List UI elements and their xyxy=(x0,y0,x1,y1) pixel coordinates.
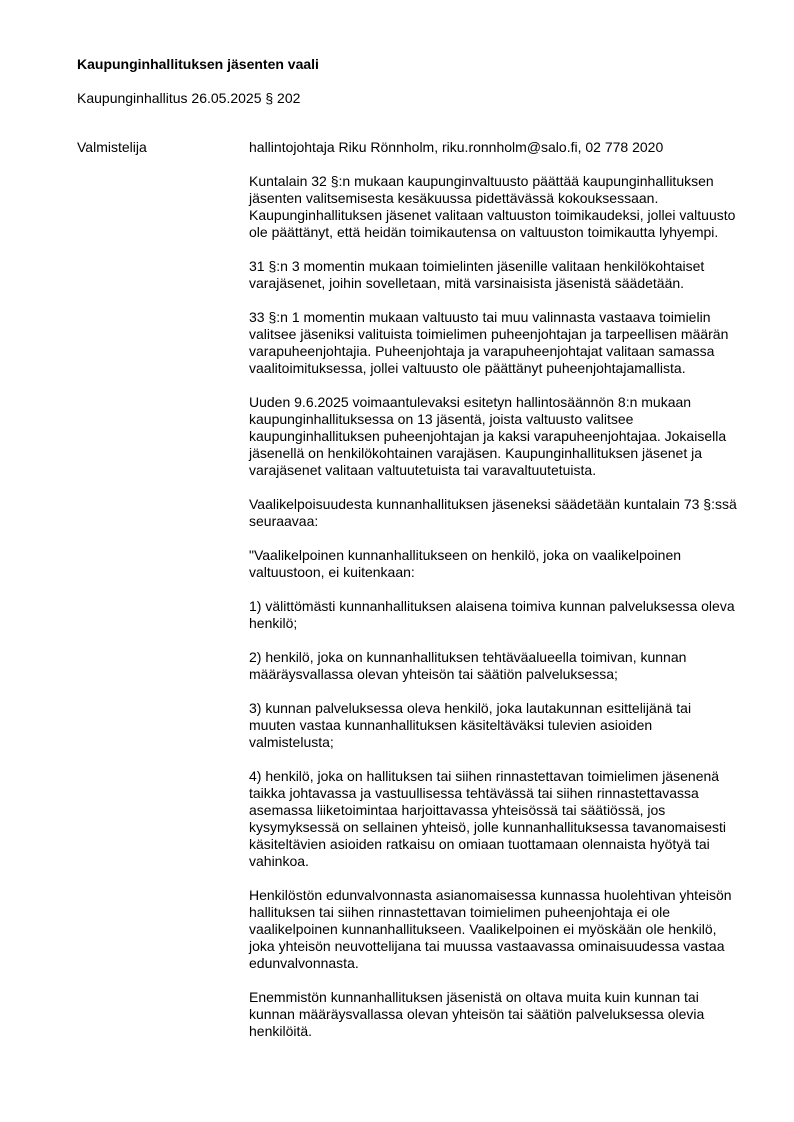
paragraph: 2) henkilö, joka on kunnanhallituksen tehtäväalueella toimivan, kunnan määräysvallassa olevan yhteisön tai säätiön palveluksessa; xyxy=(249,649,687,682)
paragraph: Enemmistön kunnanhallituksen jäsenistä on oltava muita kuin kunnan tai kunnan määräysvallassa olevan yhteisön tai säätiön palveluksessa olevia henkilöitä. xyxy=(249,989,705,1039)
preparer-label: Valmistelija xyxy=(77,139,147,155)
paragraph: 31 §:n 3 momentin mukaan toimielinten jäsenille valitaan henkilökohtaiset varajäsenet, joihin sovelletaan, mitä varsinaisista jäsenistä säädetään. xyxy=(249,258,705,291)
document-title: Kaupunginhallituksen jäsenten vaali xyxy=(77,56,319,72)
paragraph: Vaalikelpoisuudesta kunnanhallituksen jäseneksi säädetään kuntalain 73 §:ssä seuraavaa: xyxy=(249,496,737,529)
paragraph: Uuden 9.6.2025 voimaantulevaksi esitetyn hallintosäännön 8:n mukaan kaupunginhallituksessa on 13 jäsentä, joista valtuusto valitsee kaupunginhallituksen puheenjohtajan ja kaksi varapuheenjohtajaa. Jokaisella jäsenellä on henkilökohtainen varajäsen. Kaupunginhallituksen jäsenet ja varajäsenet valitaan valtuutetuista tai varavaltuutetuista. xyxy=(249,394,727,478)
paragraph: Henkilöstön edunvalvonnasta asianomaisessa kunnassa huolehtivan yhteisön hallituksen tai siihen rinnastettavan toimielimen puheenjohtaja ei ole vaalikelpoinen kunnanhallitukseen. Vaalikelpoinen ei myöskään ole henkilö, joka yhteisön neuvottelijana tai muussa vastaavassa ominaisuudessa vastaa edunvalvonnasta. xyxy=(249,887,732,971)
section-content xyxy=(249,139,737,1057)
paragraph: 1) välittömästi kunnanhallituksen alaisena toimiva kunnan palveluksessa oleva henkilö; xyxy=(249,598,735,631)
paragraph: 33 §:n 1 momentin mukaan valtuusto tai muu valinnasta vastaava toimielin valitsee jäseniksi valituista toimielimen puheenjohtajan ja tarpeellisen määrän varapuheenjohtajia. Puheenjohtaja ja varapuheenjohtajat valitaan samassa vaalitoimituksessa, jollei valtuusto ole päättänyt puheenjohtajamallista. xyxy=(249,309,729,376)
paragraph: 4) henkilö, joka on hallituksen tai siihen rinnastettavan toimielimen jäsenenä taikka johtavassa ja vastuullisessa tehtävässä tai siihen rinnastettavassa asemassa liiketoimintaa harjoittavassa yhteisössä tai säätiössä, jos kysymyksessä on sellainen yhteisö, jolle kunnanhallituksessa tavanomaisesti käsiteltävien asioiden ratkaisu on omiaan tuottamaan olennaista hyötyä tai vahinkoa. xyxy=(249,768,727,869)
paragraph: 3) kunnan palveluksessa oleva henkilö, joka lautakunnan esittelijänä tai muuten vastaa kunnanhallituksen käsiteltäväksi tulevien asioiden valmistelusta; xyxy=(249,700,692,750)
meeting-reference: Kaupunginhallitus 26.05.2025 § 202 xyxy=(77,90,301,106)
paragraph: Kuntalain 32 §:n mukaan kaupunginvaltuusto päättää kaupunginhallituksen jäsenten valitsemisesta kesäkuussa pidettävässä kokouksessaan. Kaupunginhallituksen jäsenet valitaan valtuuston toimikaudeksi, jollei valtuusto ole päättänyt, että heidän toimikautensa on valtuuston toimikautta lyhyempi. xyxy=(249,173,736,240)
preparer-info: hallintojohtaja Riku Rönnholm, riku.ronnholm@salo.fi, 02 778 2020 xyxy=(249,139,664,155)
paragraph: "Vaalikelpoinen kunnanhallitukseen on henkilö, joka on vaalikelpoinen valtuustoon, ei kuitenkaan: xyxy=(249,547,682,580)
